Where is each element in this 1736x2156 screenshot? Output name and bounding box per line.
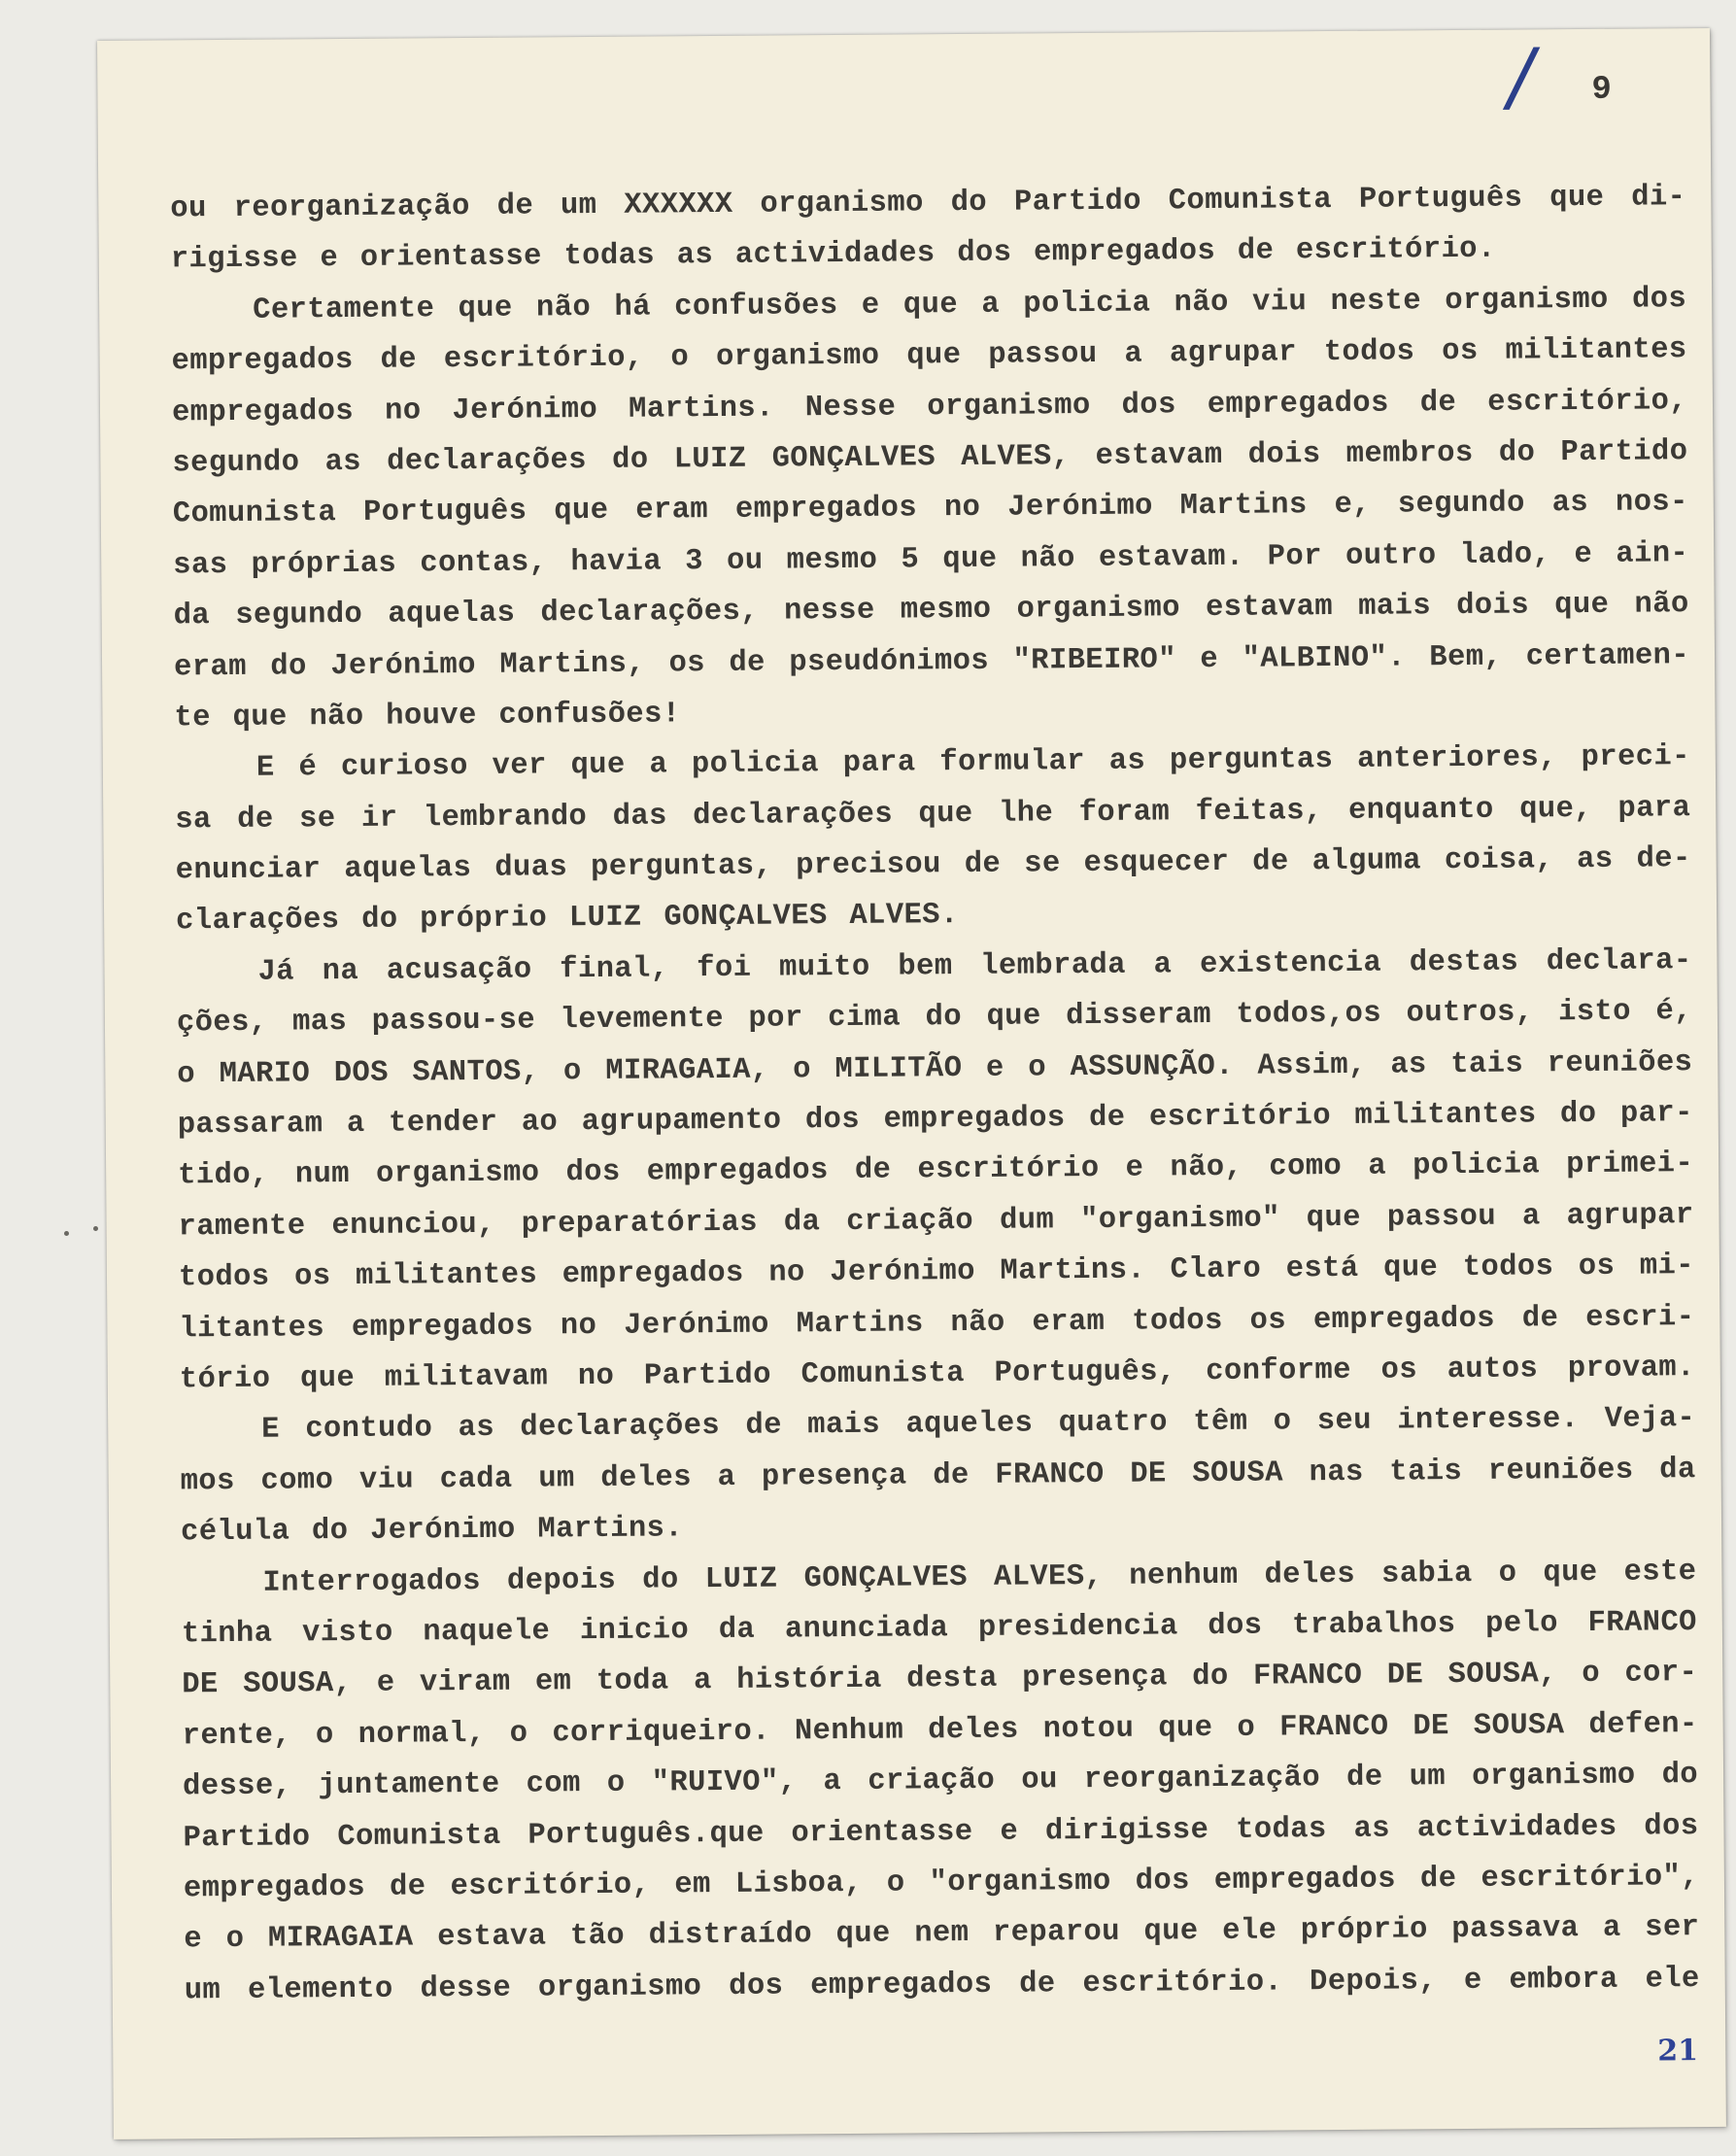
punch-hole-mark — [93, 1226, 98, 1231]
text-line: tinha visto naquele inicio da anunciada presidencia dos trabalhos pelo FRANCO — [181, 1606, 1697, 1652]
handwritten-folio-number: 21 — [1657, 2034, 1699, 2069]
text-line: desse, juntamente com o "RUIVO", a criação ou reorganização de um organismo do — [182, 1759, 1699, 1804]
text-line: célula do Jerónimo Martins. — [180, 1512, 684, 1550]
text-line: um elemento desse organismo dos empregados de escritório. Depois, e embora ele — [184, 1962, 1700, 2008]
text-line: segundo as declarações do LUIZ GONÇALVES ALVES, estavam dois membros do Partido — [172, 435, 1688, 481]
text-line: Partido Comunista Português.que orientasse e dirigisse todas as actividades dos — [183, 1809, 1699, 1855]
page-number: 9 — [1591, 71, 1613, 109]
text-line: rente, o normal, o corriqueiro. Nenhum deles notou que o FRANCO DE SOUSA defen- — [182, 1707, 1698, 1754]
text-line: todos os militantes empregados no Jerónimo Martins. Claro está que todos os mi- — [178, 1249, 1695, 1295]
text-line: ramente enunciou, preparatórias da criação dum "organismo" que passou a agrupar — [178, 1198, 1694, 1245]
text-line: e o MIRAGAIA estava tão distraído que nem reparou que ele próprio passava a ser — [184, 1911, 1700, 1957]
document-page — [97, 28, 1726, 2139]
text-line: o MARIO DOS SANTOS, o MIRAGAIA, o MILITÃO e o ASSUNÇÃO. Assim, as tais reuniões — [177, 1045, 1693, 1092]
text-line: sas próprias contas, havia 3 ou mesmo 5 que não estavam. Por outro lado, e ain- — [173, 536, 1689, 583]
text-line: E é curioso ver que a policia para formular as perguntas anteriores, preci- — [255, 740, 1690, 786]
text-line: passaram a tender ao agrupamento dos empregados de escritório militantes do par- — [177, 1097, 1693, 1143]
text-line: mos como viu cada um deles a presença de FRANCO DE SOUSA nas tais reuniões da — [180, 1453, 1696, 1499]
text-line: te que não houve confusões! — [174, 698, 681, 736]
typewritten-body-text — [170, 172, 1700, 2016]
text-line: tido, num organismo dos empregados de escritório e não, como a policia primei- — [178, 1147, 1694, 1193]
text-line: clarações do próprio LUIZ GONÇALVES ALVES. — [175, 899, 959, 939]
text-line: da segundo aquelas declarações, nesse mesmo organismo estavam mais dois que não — [173, 588, 1689, 633]
text-line: enunciar aquelas duas perguntas, precisou de se esquecer de alguma coisa, as de- — [175, 842, 1691, 888]
text-line: rigisse e orientasse todas as actividades dos empregados de escritório. — [170, 233, 1496, 277]
text-line: ou reorganização de um XXXXXX organismo do Partido Comunista Português que di- — [170, 181, 1686, 226]
text-line: litantes empregados no Jerónimo Martins não eram todos os empregados de escri- — [179, 1300, 1695, 1346]
punch-hole-mark — [64, 1231, 69, 1236]
text-line: Interrogados depois do LUIZ GONÇALVES ALVES, nenhum deles sabia o que este — [262, 1555, 1697, 1600]
text-line: Certamente que não há confusões e que a policia não viu neste organismo dos — [253, 282, 1687, 327]
text-line: ções, mas passou-se levemente por cima do que disseram todos,os outros, isto é, — [176, 995, 1693, 1041]
text-line: eram do Jerónimo Martins, os de pseudónimos "RIBEIRO" e "ALBINO". Bem, certamen- — [173, 638, 1690, 684]
text-line: empregados de escritório, em Lisboa, o "organismo dos empregados de escritório", — [183, 1860, 1700, 1906]
handwritten-slash-mark: / — [1507, 33, 1534, 121]
text-line: empregados no Jerónimo Martins. Nesse organismo dos empregados de escritório, — [171, 384, 1688, 429]
text-line: empregados de escritório, o organismo que passou a agrupar todos os militantes — [171, 333, 1687, 379]
text-line: sa de se ir lembrando das declarações que lhe foram feitas, enquanto que, para — [175, 791, 1691, 838]
text-line: DE SOUSA, e viram em toda a história desta presença do FRANCO DE SOUSA, o cor- — [182, 1657, 1698, 1702]
text-line: E contudo as declarações de mais aqueles quatro têm o seu interesse. Veja- — [261, 1402, 1696, 1448]
text-line: tório que militavam no Partido Comunista Português, conforme os autos provam. — [179, 1352, 1695, 1397]
text-line: Comunista Português que eram empregados no Jerónimo Martins e, segundo as nos- — [172, 486, 1688, 531]
text-line: Já na acusação final, foi muito bem lembrada a existencia destas declara- — [257, 943, 1692, 989]
